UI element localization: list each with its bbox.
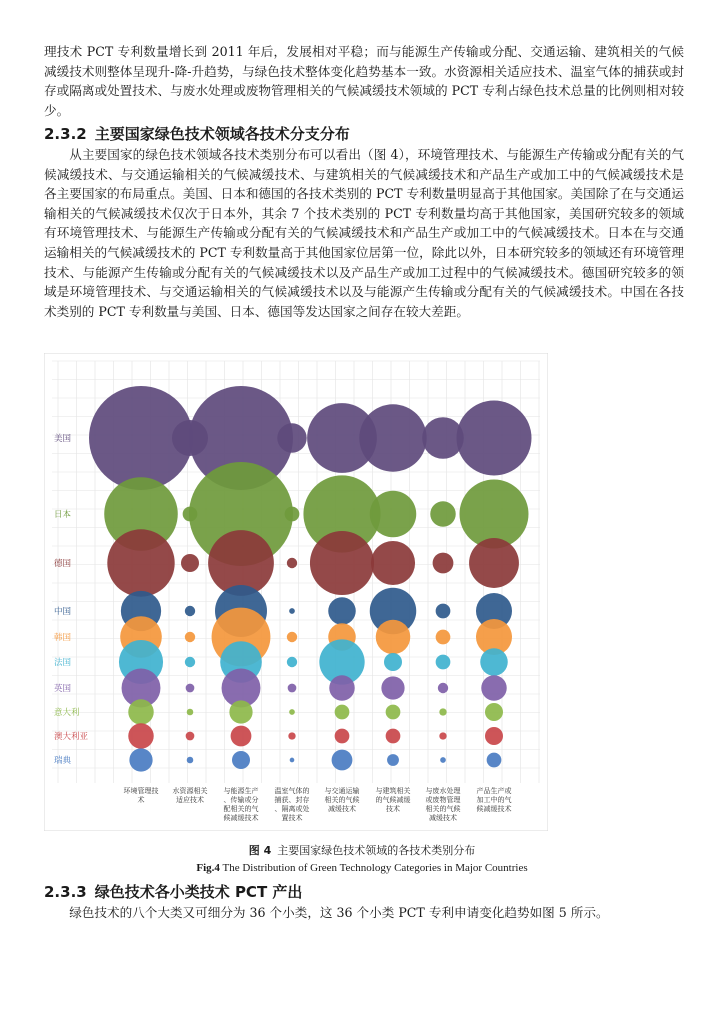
figure-title-zh: 主要国家绿色技术领域的各技术类别分布 <box>277 844 476 857</box>
bubble <box>381 676 404 699</box>
bubble <box>229 700 252 723</box>
bubble <box>481 675 506 700</box>
bubble <box>436 655 451 670</box>
bubble <box>487 753 502 768</box>
bubble <box>289 608 295 614</box>
bubble <box>287 657 297 667</box>
country-label: 韩国 <box>54 633 72 643</box>
bubble <box>485 703 503 721</box>
bubble <box>329 675 354 700</box>
bubble <box>285 507 300 522</box>
category-label: 与建筑相关的气候减缓技术 <box>375 787 411 813</box>
bubble <box>185 606 195 616</box>
country-label: 意大利 <box>54 708 80 718</box>
bubble <box>186 732 195 741</box>
section-number: 2.3.3 <box>44 883 87 901</box>
bubble <box>335 705 350 720</box>
section-number: 2.3.2 <box>44 125 87 143</box>
bubble <box>384 653 402 671</box>
bubble <box>485 727 503 745</box>
bubble <box>430 501 455 526</box>
bubble <box>469 538 519 588</box>
bubble <box>328 597 356 625</box>
bubble <box>185 632 195 642</box>
section-title: 绿色技术各小类技术 PCT 产出 <box>94 883 303 901</box>
country-label: 法国 <box>54 658 72 668</box>
bubble <box>287 632 297 642</box>
section-title: 主要国家绿色技术领域各技术分支分布 <box>94 125 350 143</box>
bubble <box>335 729 350 744</box>
bubble <box>129 748 152 771</box>
bubble <box>128 723 153 748</box>
bubble <box>457 401 532 476</box>
country-label: 瑞典 <box>54 756 72 766</box>
section-heading-2-3-2 <box>44 124 350 144</box>
bubble <box>186 684 195 693</box>
category-label: 与废水处理或废物管理相关的气候减缓技术 <box>425 787 461 822</box>
category-label: 与能源生产、传输或分配相关的气候减缓技术 <box>223 787 259 822</box>
bubble <box>386 729 401 744</box>
bubble <box>370 491 417 538</box>
bubble <box>440 757 446 763</box>
bubble <box>287 558 297 568</box>
bubble <box>277 423 306 452</box>
country-label: 中国 <box>54 607 72 617</box>
bubble <box>376 620 410 654</box>
figure-caption-zh <box>0 842 724 858</box>
bubble <box>185 657 195 667</box>
bubble <box>290 758 295 763</box>
bubble-chart <box>44 353 548 831</box>
figure-title-en: The Distribution of Green Technology Categories in Major Countries <box>222 862 528 874</box>
country-label: 英国 <box>54 684 72 694</box>
bubble <box>231 726 252 747</box>
category-label: 环境管理技术 <box>123 787 159 804</box>
bubble <box>128 699 153 724</box>
bubble <box>387 754 399 766</box>
category-label: 温室气体的捕获、封存、隔离或处置技术 <box>274 787 310 822</box>
bubble <box>433 553 454 574</box>
bubble <box>438 683 448 693</box>
bubble <box>386 705 401 720</box>
bubble <box>181 554 199 572</box>
country-label: 德国 <box>54 559 72 569</box>
bubble <box>107 529 174 596</box>
figure-caption-en <box>0 862 724 874</box>
category-label: 产品生产或加工中的气候减缓技术 <box>476 787 512 813</box>
bubble <box>480 648 508 676</box>
country-label: 澳大利亚 <box>54 732 89 742</box>
paragraph-2-3-3: 绿色技术的八个大类又可细分为 36 个小类，这 36 个小类 PCT 专利申请变化趋势如图 5 所示。 <box>69 905 609 920</box>
category-label: 与交通运输相关的气候减缓技术 <box>324 787 360 813</box>
bubble <box>288 732 295 739</box>
paragraph-intro: 理技术 PCT 专利数量增长到 2011 年后，发展相对平稳；而与能源生产传输或分配、交通运输、建筑相关的气候减缓技术则整体呈现升-降-升趋势，与绿色技术整体变化趋势基本一致。水资源相关适应技术、温室气体的捕获或封存或隔离或处置技术、与废水处理或废物管理相关的气候减缓技术领域的 PCT 专利占绿色技术总量的比例则相对较少。 <box>44 44 684 118</box>
bubble <box>332 750 353 771</box>
figure-label-en: Fig.4 <box>196 862 220 874</box>
bubble <box>359 404 426 471</box>
bubble <box>439 708 446 715</box>
bubble <box>187 757 194 764</box>
country-label: 日本 <box>54 510 72 520</box>
bubble <box>436 604 451 619</box>
paragraph-2-3-2: 从主要国家的绿色技术领域各技术类别分布可以看出（图 4），环境管理技术、与能源生产传输或分配有关的气候减缓技术、与交通运输相关的气候减缓技术、与建筑相关的气候减缓技术和产品生产或加工中的气候减缓技术是各主要国家的布局重点。美国、日本和德国的各技术类别的 PCT 专利数量明显高于其他国家。美国除了在与交通运输相关的气候减缓技术仅次于日本外，其余 7 个技术类别的 PCT 专利数量均高于其他国家，美国研究较多的领域有环境管理技术、与能源生产传输或分配有关的气候减缓技术和产品生产或加工中的气候减缓技术。日本在与交通运输相关的气候减缓技术的 PCT 专利数量高于其他国家位居第一位，除此以外，日本研究较多的领域还有环境管理技术、与能源产生传输或分配有关的气候减缓技术以及产品生产或加工过程中的气候减缓技术。德国研究较多的领域是环境管理技术、与交通运输相关的气候减缓技术以及与能源产生传输或分配有关的气候减缓技术。中国在各技术类别的 PCT 专利数量与美国、日本、德国等发达国家之间存在较大差距。 <box>44 147 684 319</box>
bubble <box>310 531 374 595</box>
bubble <box>289 709 295 715</box>
country-label: 美国 <box>54 434 72 444</box>
figure-label-zh: 图 4 <box>248 844 272 857</box>
section-heading-2-3-3 <box>44 882 302 902</box>
bubble <box>436 630 451 645</box>
bubble <box>187 709 194 716</box>
bubble <box>371 541 415 585</box>
bubble <box>439 732 446 739</box>
bubble <box>232 751 250 769</box>
category-label: 水资源相关适应技术 <box>172 787 208 804</box>
bubble <box>288 684 297 693</box>
